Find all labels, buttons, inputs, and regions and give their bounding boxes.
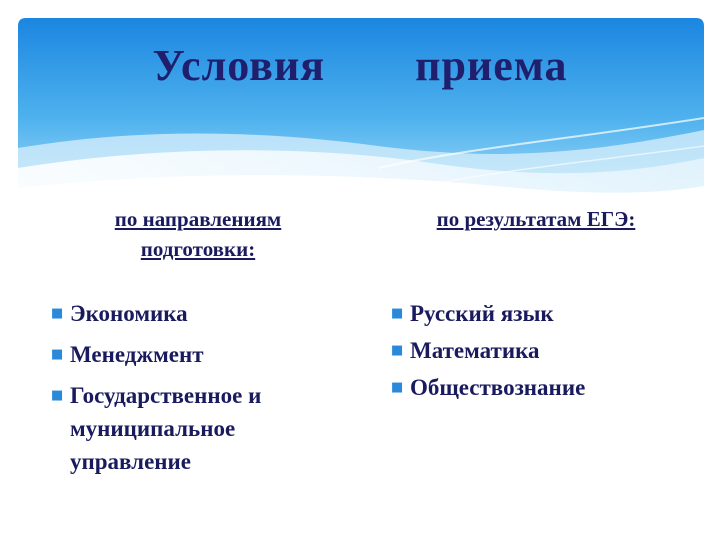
square-bullet-icon: ■ xyxy=(391,306,404,321)
left-column-heading: по направлениям подготовки: xyxy=(114,207,282,261)
right-column-heading: по результатам ЕГЭ: xyxy=(436,207,636,231)
list-item-text: Русский язык xyxy=(410,301,554,326)
list-item xyxy=(48,379,348,478)
list-item-text: Менеджмент xyxy=(70,342,204,367)
list-item-text: Математика xyxy=(410,338,540,363)
square-bullet-icon: ■ xyxy=(391,343,404,358)
square-bullet-icon: ■ xyxy=(391,380,404,395)
list-item xyxy=(388,297,708,330)
square-bullet-icon: ■ xyxy=(51,306,64,321)
square-bullet-icon: ■ xyxy=(51,347,64,362)
slide-title: Условия приема xyxy=(152,41,568,90)
left-column xyxy=(48,204,348,486)
list-item-text: Государственное и муниципальное управление xyxy=(70,383,262,474)
list-item-text: Экономика xyxy=(70,301,188,326)
list-item-text: Обществознание xyxy=(410,375,586,400)
left-column-list xyxy=(48,297,348,478)
right-column xyxy=(388,204,708,408)
right-column-list xyxy=(388,297,708,404)
square-bullet-icon: ■ xyxy=(51,388,64,403)
list-item xyxy=(48,338,348,371)
list-item xyxy=(48,297,348,330)
list-item xyxy=(388,334,708,367)
list-item xyxy=(388,371,708,404)
